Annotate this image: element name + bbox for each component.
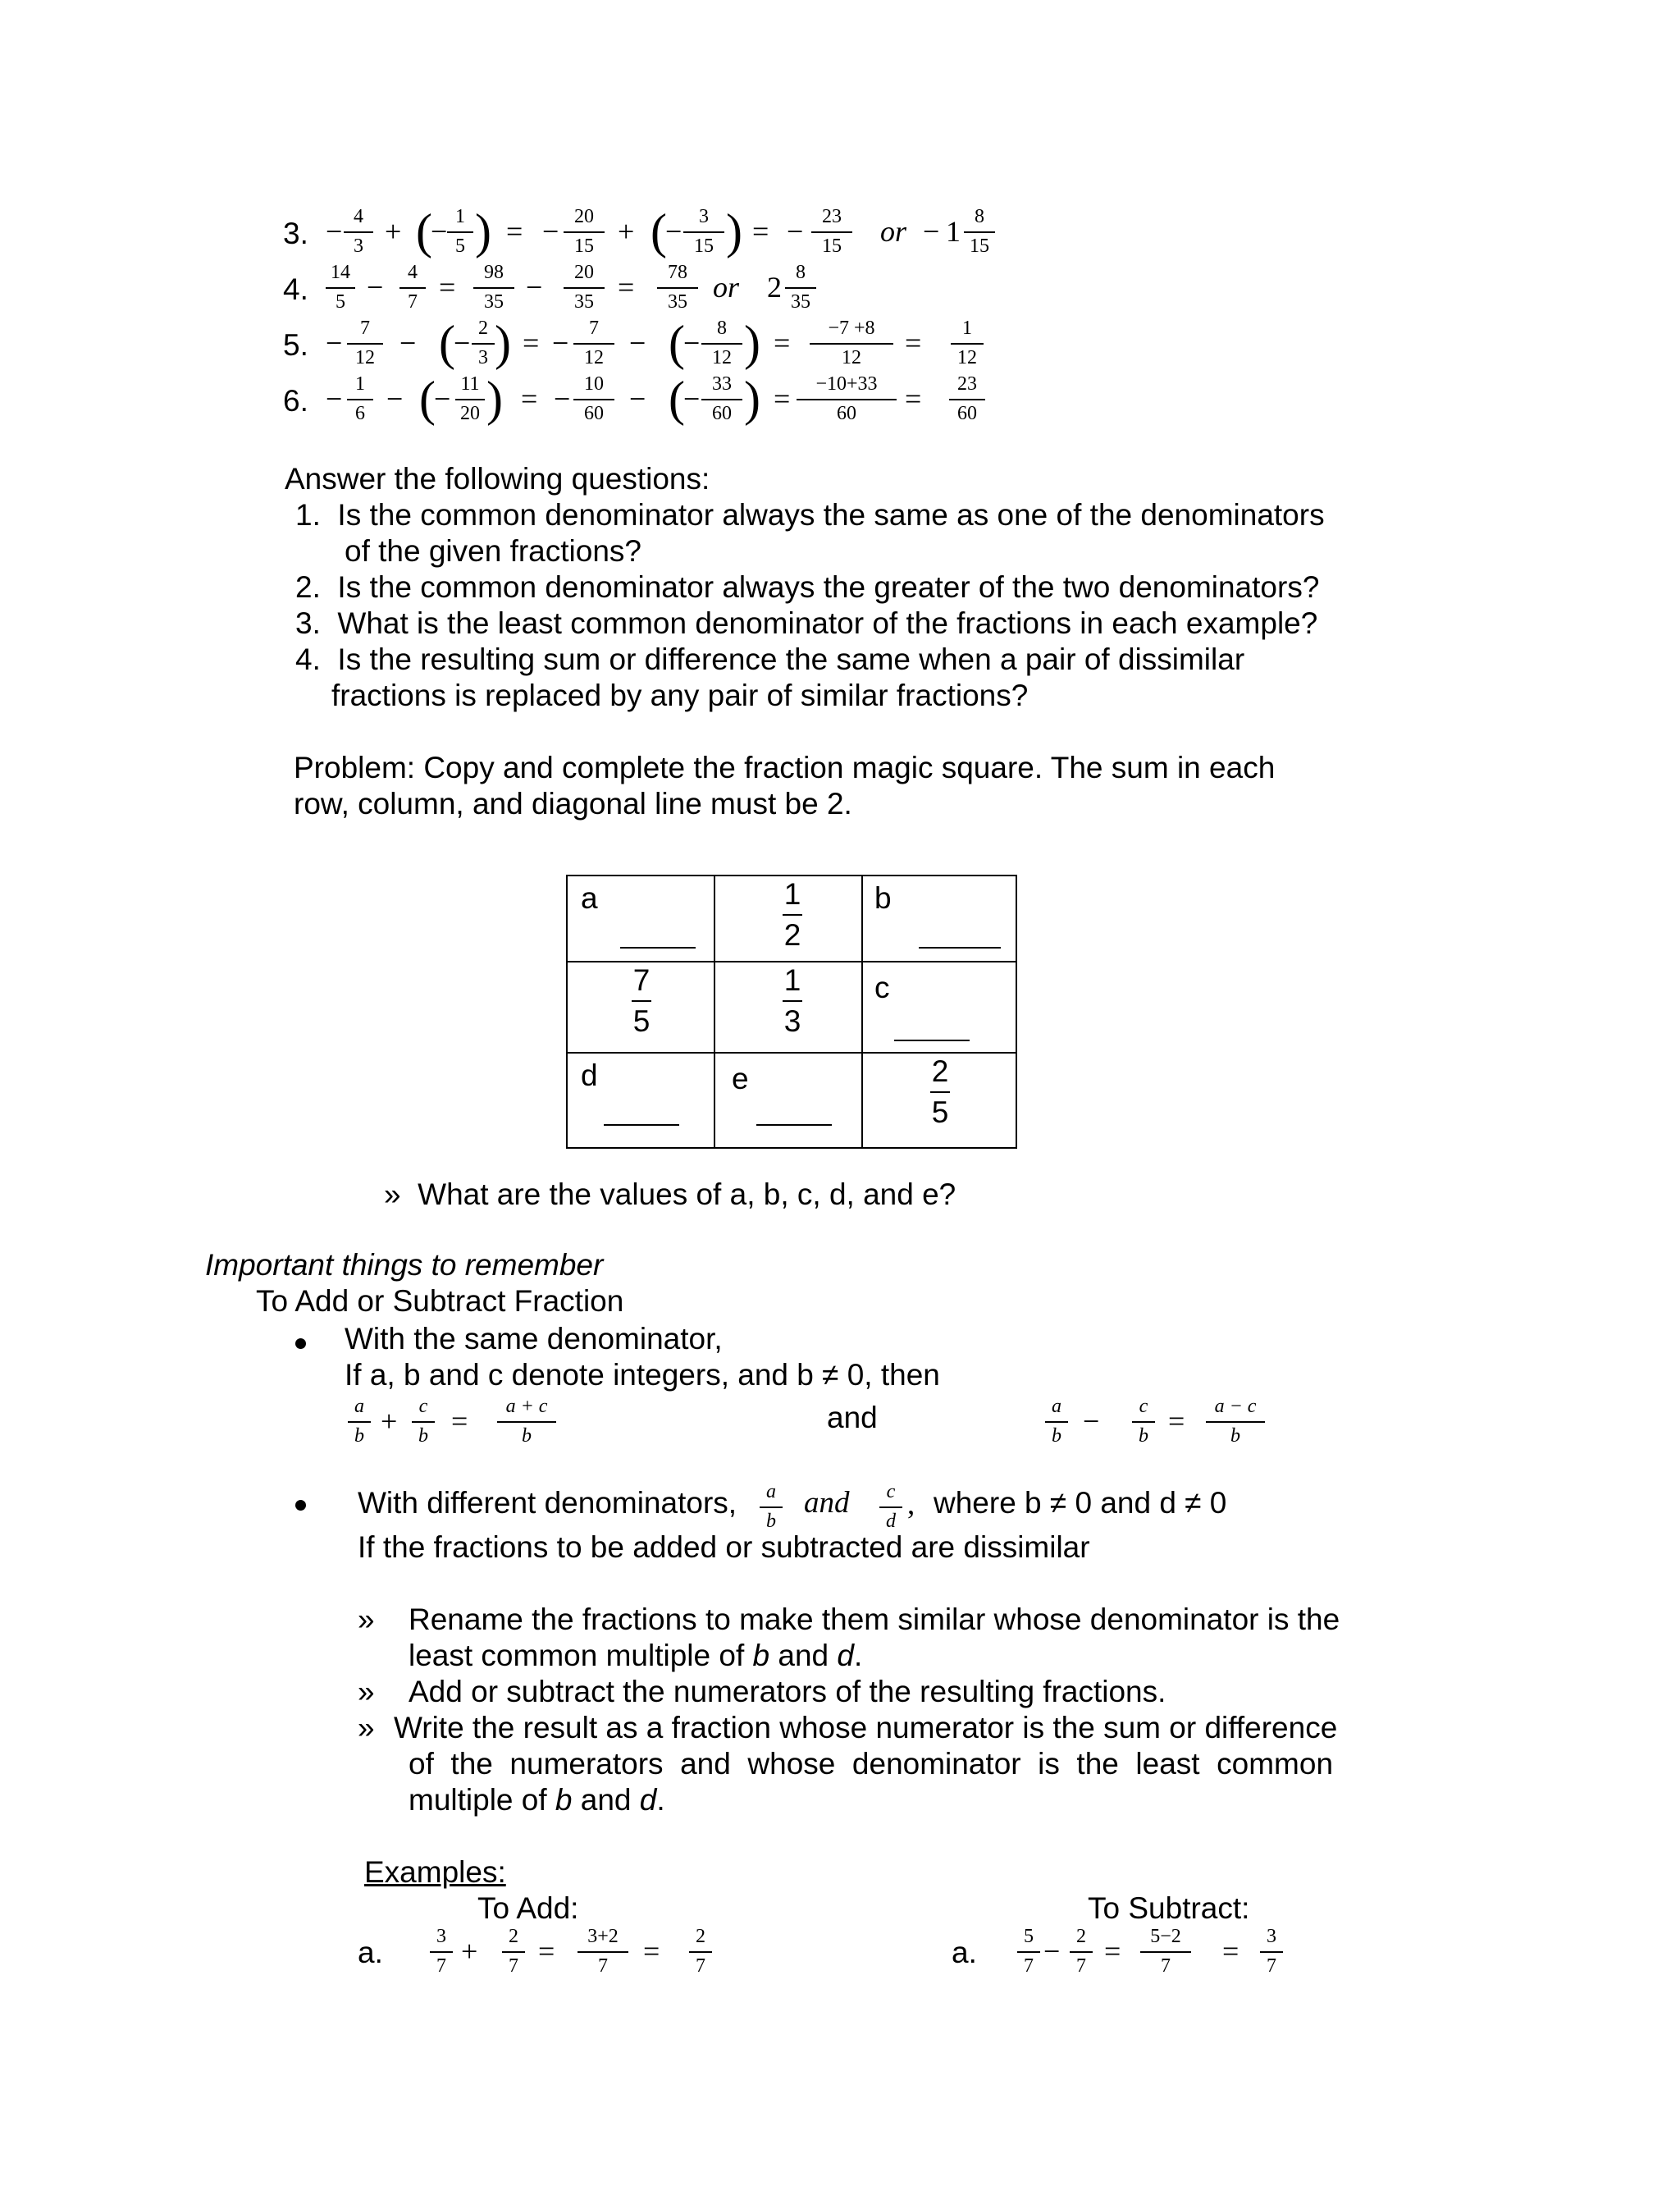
fraction: −7 +8 12 xyxy=(806,317,897,371)
fraction: 20 35 xyxy=(560,261,608,315)
equation-number: 3. xyxy=(283,217,308,250)
bullet xyxy=(295,1338,306,1349)
fraction: 10 60 xyxy=(570,373,618,427)
step-3-line-3: multiple of b and d. xyxy=(409,1783,665,1817)
bullet-1-line-1: With the same denominator, xyxy=(345,1322,723,1356)
equation-6: 6. − 1 6 − ( − 11 20 ) = − 10 60 − ( − 33 60 ) = −10+33 60 = 23 60 xyxy=(283,373,1021,427)
question-1: 1. Is the common denominator always the same as one of the denominators xyxy=(295,498,1325,532)
bullet xyxy=(295,1500,306,1511)
to-subtract-label: To Subtract: xyxy=(1088,1891,1250,1925)
and-label: and xyxy=(827,1401,878,1434)
cell-b xyxy=(861,875,1017,962)
cell-r3c3: 2 5 xyxy=(861,1052,1017,1149)
question-4: 4. Is the resulting sum or difference the same when a pair of dissimilar xyxy=(295,642,1245,676)
step-marker: » xyxy=(358,1675,375,1708)
equation-3: 3. − 4 3 + ( − 1 5 ) = − 20 15 + ( − 3 15 ) = − 23 15 or − 1 8 15 xyxy=(283,205,1021,259)
bullet-2-line-1a: With different denominators, xyxy=(358,1486,737,1520)
remember-heading: Important things to remember xyxy=(205,1248,604,1282)
answer-blank[interactable] xyxy=(919,947,1001,949)
equation-4: 4. 14 5 − 4 7 = 98 35 − 20 35 = 78 35 or 2 8 35 xyxy=(283,261,1021,315)
fraction: 23 15 xyxy=(808,205,856,259)
examples-heading: Examples: xyxy=(364,1855,506,1889)
cell-label: a xyxy=(581,881,598,915)
fraction: 11 20 xyxy=(452,373,488,427)
question-3: 3. What is the least common denominator of the fractions in each example? xyxy=(295,606,1318,640)
example-subtract: 5 7 − 2 7 = 5−2 7 = 3 7 xyxy=(1014,1925,1293,1982)
problem-line-1: Problem: Copy and complete the fraction magic square. The sum in each xyxy=(294,751,1276,784)
questions-heading: Answer the following questions: xyxy=(285,462,710,496)
formula-add: a b + c b = a + c b xyxy=(345,1395,574,1452)
bullet-1-line-2: If a, b and c denote integers, and b ≠ 0, then xyxy=(345,1358,940,1392)
fraction: 23 60 xyxy=(946,373,988,427)
example-add-label: a. xyxy=(358,1936,383,1969)
answer-blank[interactable] xyxy=(620,947,696,949)
fraction: 1 12 xyxy=(947,317,987,371)
fraction: 2 3 xyxy=(468,317,498,371)
cell-r2c2: 1 3 xyxy=(714,961,863,1054)
and-word: and xyxy=(804,1486,850,1520)
step-3-line-1: Write the result as a fraction whose numerator is the sum or difference xyxy=(394,1711,1338,1744)
fraction: 98 35 xyxy=(470,261,518,315)
fraction: 8 12 xyxy=(698,317,746,371)
fraction: 20 15 xyxy=(560,205,608,259)
answer-blank[interactable] xyxy=(894,1040,970,1041)
question-1-cont: of the given fractions? xyxy=(345,534,641,568)
magic-square xyxy=(566,875,1017,1149)
step-marker: » xyxy=(358,1711,375,1744)
fraction: 7 12 xyxy=(570,317,618,371)
fraction: 7 12 xyxy=(344,317,386,371)
problem-line-2: row, column, and diagonal line must be 2. xyxy=(294,787,852,821)
step-3-line-2: of the numerators and whose denominator is the least common xyxy=(409,1747,1334,1781)
cell-c xyxy=(861,961,1017,1054)
fraction: 4 3 xyxy=(340,205,377,259)
fraction: 78 35 xyxy=(654,261,701,315)
fraction-a-over-b: a b xyxy=(756,1480,786,1534)
cell-e xyxy=(714,1052,863,1149)
fraction: −10+33 60 xyxy=(793,373,900,427)
bullet-2-line-2: If the fractions to be added or subtracted are dissimilar xyxy=(358,1530,1090,1564)
remember-subheading: To Add or Subtract Fraction xyxy=(256,1284,624,1318)
step-1-line-2: least common multiple of b and d. xyxy=(409,1639,863,1672)
cell-r1c2: 1 2 xyxy=(714,875,863,962)
formula-subtract: a b − c b = a − c b xyxy=(1042,1395,1271,1452)
fraction: 4 7 xyxy=(396,261,429,315)
cell-label: d xyxy=(581,1058,598,1092)
step-2-line-1: Add or subtract the numerators of the resulting fractions. xyxy=(409,1675,1166,1708)
example-add: 3 7 + 2 7 = 3+2 7 = 2 7 xyxy=(427,1925,714,1982)
equation-number: 4. xyxy=(283,272,308,306)
bullet-2-line-1b: where b ≠ 0 and d ≠ 0 xyxy=(934,1486,1227,1520)
fraction: 14 5 xyxy=(322,261,358,315)
cell-d xyxy=(566,1052,715,1149)
cell-label: b xyxy=(874,881,892,915)
fraction: 8 15 xyxy=(961,205,998,259)
cell-label: c xyxy=(874,971,890,1004)
cell-label: e xyxy=(732,1062,749,1095)
answer-blank[interactable] xyxy=(756,1124,832,1126)
answer-blank[interactable] xyxy=(604,1124,679,1126)
fraction: 33 60 xyxy=(698,373,746,427)
fraction: 3 15 xyxy=(680,205,728,259)
question-2: 2. Is the common denominator always the greater of the two denominators? xyxy=(295,570,1320,604)
values-question: » What are the values of a, b, c, d, and e? xyxy=(384,1177,956,1211)
equation-number: 6. xyxy=(283,384,308,418)
equation-5: 5. − 7 12 − ( − 2 3 ) = − 7 12 − ( − 8 12 ) = −7 +8 12 = 1 12 xyxy=(283,317,1021,371)
fraction: 1 6 xyxy=(344,373,377,427)
example-sub-label: a. xyxy=(952,1936,977,1969)
equation-number: 5. xyxy=(283,328,308,362)
step-1-line-1: Rename the fractions to make them similar whose denominator is the xyxy=(409,1602,1340,1636)
cell-a xyxy=(566,875,715,962)
fraction: 8 35 xyxy=(782,261,819,315)
question-4-cont: fractions is replaced by any pair of similar fractions? xyxy=(331,679,1029,712)
fraction-c-over-d: c d xyxy=(876,1480,906,1534)
cell-r2c1: 7 5 xyxy=(566,961,715,1054)
to-add-label: To Add: xyxy=(477,1891,579,1925)
fraction: 1 5 xyxy=(444,205,477,259)
step-marker: » xyxy=(358,1602,375,1636)
